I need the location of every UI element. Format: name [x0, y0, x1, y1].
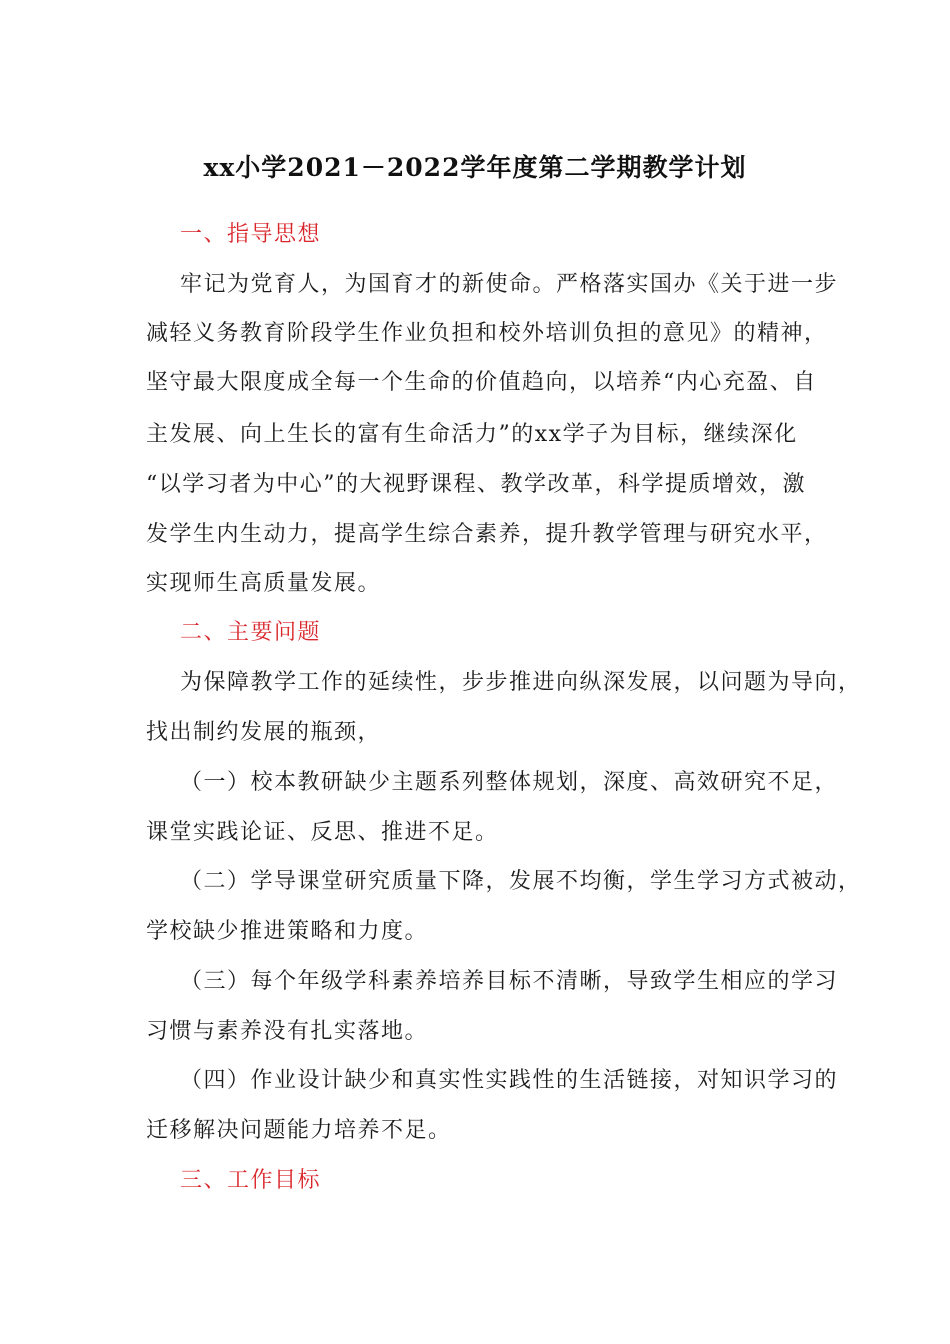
paragraph-line: 迁移解决问题能力培养不足。: [146, 1118, 452, 1143]
paragraph-line: 牢记为党育人，为国育才的新使命。严格落实国办《关于进一步: [180, 272, 839, 297]
paragraph-line: 减轻义务教育阶段学生作业负担和校外培训负担的意见》的精神，: [146, 321, 828, 346]
paragraph-line: 课堂实践论证、反思、推进不足。: [146, 820, 499, 845]
paragraph-line: 坚守最大限度成全每一个生命的价值趋向，以培养“内心充盈、自: [146, 370, 817, 395]
paragraph-line: （四）作业设计缺少和真实性实践性的生活链接，对知识学习的: [180, 1068, 839, 1093]
section-heading-work-goals: 三、工作目标: [180, 1168, 322, 1193]
document-title: xx小学2021－2022学年度第二学期教学计划: [203, 153, 747, 182]
paragraph-line: 找出制约发展的瓶颈，: [146, 720, 382, 745]
paragraph-line: （三）每个年级学科素养培养目标不清晰，导致学生相应的学习: [180, 969, 839, 994]
paragraph-line: （一）校本教研缺少主题系列整体规划，深度、高效研究不足，: [180, 770, 839, 795]
paragraph-line: 发学生内生动力，提高学生综合素养，提升教学管理与研究水平，: [146, 522, 828, 547]
paragraph-line: （二）学导课堂研究质量下降，发展不均衡，学生学习方式被动，: [180, 869, 862, 894]
paragraph-line: 学校缺少推进策略和力度。: [146, 919, 429, 944]
section-heading-guiding-ideology: 一、指导思想: [180, 222, 322, 247]
paragraph-line: “以学习者为中心”的大视野课程、教学改革，科学提质增效，激: [146, 472, 806, 497]
paragraph-line: 实现师生高质量发展。: [146, 571, 382, 596]
section-heading-main-problems: 二、主要问题: [180, 620, 322, 645]
paragraph-line: 为保障教学工作的延续性，步步推进向纵深发展，以问题为导向，: [180, 670, 862, 695]
paragraph-line: 主发展、向上生长的富有生命活力”的xx学子为目标，继续深化: [146, 422, 798, 447]
paragraph-line: 习惯与素养没有扎实落地。: [146, 1019, 429, 1044]
